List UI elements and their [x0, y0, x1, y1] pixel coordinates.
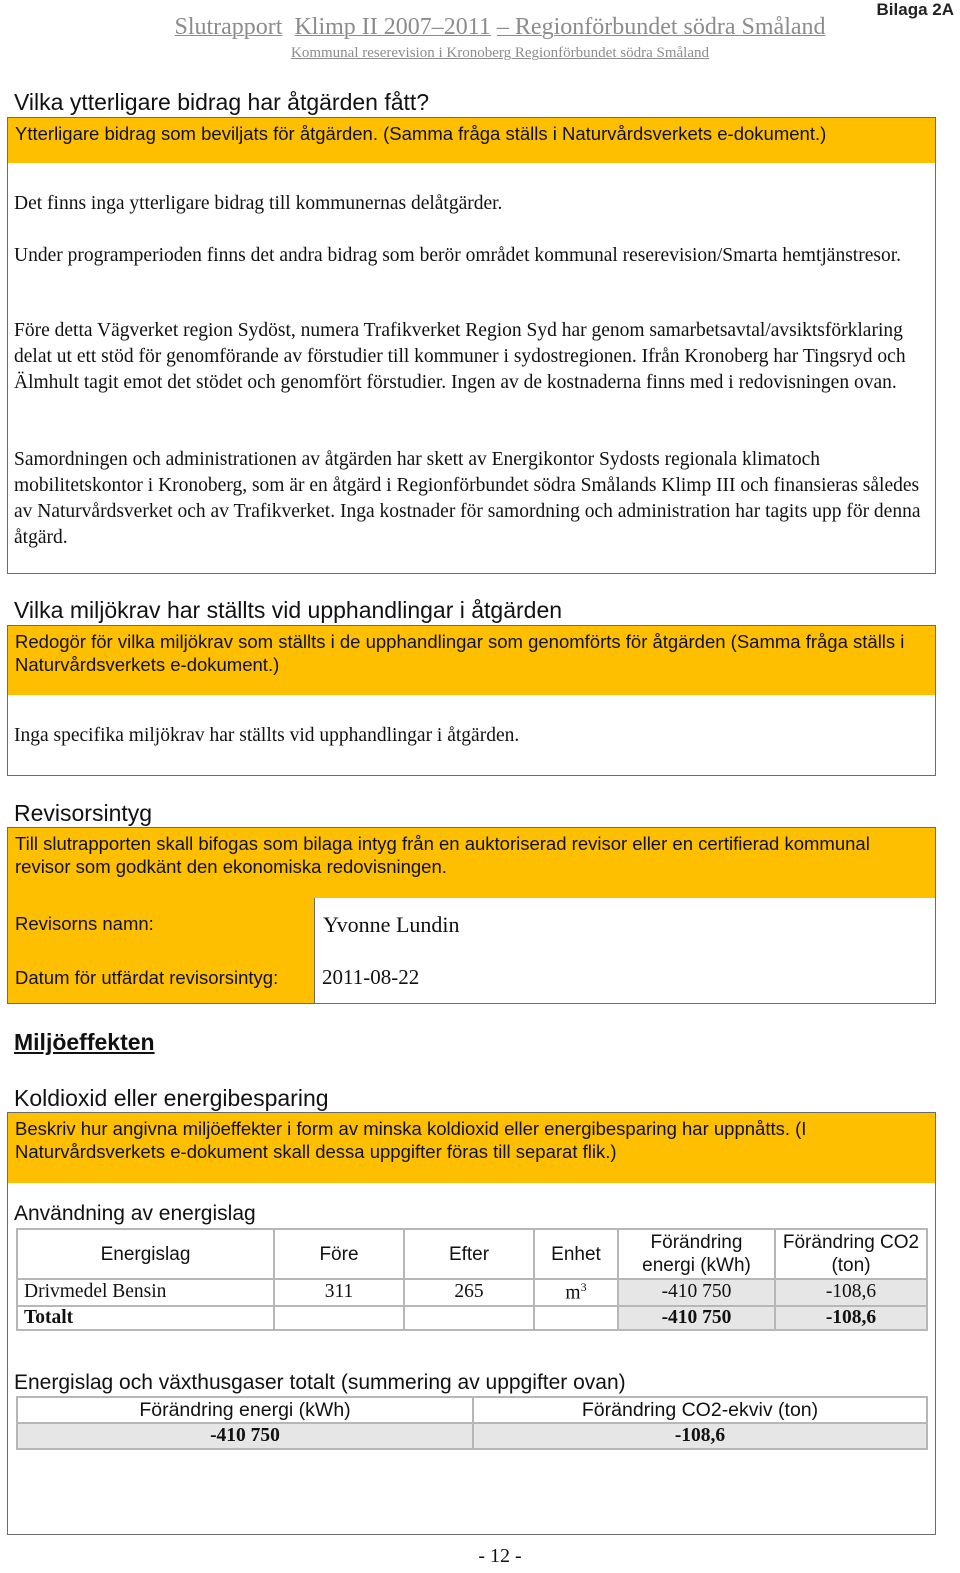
miljokrav-answer: Inga specifika miljökrav har ställts vid upphandlingar i åtgärden.: [14, 725, 520, 746]
miljoeffekten-instruction-box: [7, 1112, 936, 1184]
usage-cell-energi: -410 750: [618, 1279, 775, 1306]
miljoeffekten-instruction: Beskriv hur angivna miljöeffekter i form av minska koldioxid eller energibesparing har uppnåtts. (I Naturvårdsverkets e-dokument skall dessa uppgifter föras till separat flik.): [15, 1118, 807, 1162]
bidrag-instruction: Ytterligare bidrag som beviljats för åtgärden. (Samma fråga ställs i Naturvårdsverkets e-dokument.): [15, 123, 827, 144]
usage-total-co2: -108,6: [775, 1306, 927, 1330]
usage-col-energi: Förändring energi (kWh): [618, 1229, 775, 1279]
revisor-name-cell: [314, 898, 936, 951]
total-table: [16, 1396, 928, 1450]
usage-cell-enhet: [534, 1279, 618, 1306]
revisor-heading: Revisorsintyg: [14, 800, 153, 826]
report-title-part1: Slutrapport: [174, 14, 283, 40]
table-row: [17, 1279, 927, 1306]
total-heading: Energislag och växthusgaser totalt (summering av uppgifter ovan): [14, 1371, 626, 1394]
unit-text: m: [565, 1282, 581, 1304]
revisor-date-value: 2011-08-22: [322, 965, 420, 989]
usage-col-enhet: Enhet: [534, 1229, 618, 1279]
usage-cell-efter: 265: [404, 1279, 534, 1306]
page-number: - 12 -: [478, 1545, 522, 1567]
revisor-name-value: Yvonne Lundin: [323, 912, 460, 937]
report-title-part3: – Regionförbundet södra Småland: [496, 14, 826, 40]
usage-cell-co2: -108,6: [775, 1279, 927, 1306]
revisor-date-label: Datum för utfärdat revisorsintyg:: [15, 967, 279, 988]
total-value-energi: -410 750: [17, 1423, 473, 1449]
bidrag-paragraph-3: Före detta Vägverket region Sydöst, numera Trafikverket Region Syd har genom samarbetsavtal/avsiktsförklaring delat ut ett stöd för genomförande av förstudier till kommuner i sydostregionen. Ifrån Kronoberg har Tingsryd och Älmhult tagit emot det stödet och genomfört förstudier. Ingen av de kostnaderna finns med i redovisningen ovan.: [14, 320, 906, 393]
report-title: [0, 14, 960, 41]
usage-total-efter: [404, 1306, 534, 1330]
miljokrav-heading: Vilka miljökrav har ställts vid upphandlingar i åtgärden: [14, 597, 563, 623]
table-row: [17, 1306, 927, 1330]
usage-col-fore: Före: [274, 1229, 404, 1279]
total-col-co2: Förändring CO2-ekviv (ton): [473, 1397, 927, 1423]
usage-col-co2: Förändring CO2 (ton): [775, 1229, 927, 1279]
bidrag-paragraph-1: Det finns inga ytterligare bidrag till kommunernas delåtgärder.: [14, 193, 503, 214]
usage-total-enhet: [534, 1306, 618, 1330]
usage-total-fore: [274, 1306, 404, 1330]
usage-total-label: Totalt: [17, 1306, 274, 1330]
revisor-instruction-box: [7, 827, 936, 899]
usage-cell-energislag: Drivmedel Bensin: [17, 1279, 274, 1306]
bidrag-heading: Vilka ytterligare bidrag har åtgärden fått?: [14, 89, 430, 115]
revisor-date-label-cell: [7, 950, 315, 1004]
report-subtitle: Kommunal reserevision i Kronoberg Regionförbundet södra Småland: [291, 45, 709, 61]
bidrag-instruction-box: [7, 117, 936, 164]
report-title-part2: Klimp II 2007–2011: [294, 14, 491, 40]
bidrag-paragraph-4: Samordningen och administrationen av åtgärden har skett av Energikontor Sydosts regionala klimatoch mobilitetskontor i Kronoberg, som är en åtgärd i Regionförbundet södra Smålands Klimp III och finansieras således av Naturvårdsverket och av Trafikverket. Inga kostnader för samordning och administration har tagits upp för denna åtgärd.: [14, 449, 921, 548]
usage-col-energislag: Energislag: [17, 1229, 274, 1279]
usage-heading: Användning av energislag: [14, 1202, 256, 1225]
total-col-energi: Förändring energi (kWh): [17, 1397, 473, 1423]
table-row: [17, 1423, 927, 1449]
total-header-row: [17, 1397, 927, 1423]
revisor-name-label: Revisorns namn:: [15, 913, 154, 934]
miljokrav-instruction: Redogör för vilka miljökrav som ställts i de upphandlingar som genomförts för åtgärden (Samma fråga ställs i Naturvårdsverkets e-dokument.): [15, 631, 905, 675]
bidrag-paragraph-2: Under programperioden finns det andra bidrag som berör området kommunal reserevision/Smarta hemtjänstresor.: [14, 245, 901, 266]
usage-total-energi: -410 750: [618, 1306, 775, 1330]
miljoeffekten-heading: Miljöeffekten: [14, 1029, 155, 1055]
miljokrav-instruction-box: [7, 625, 936, 696]
total-value-co2: -108,6: [473, 1423, 927, 1449]
usage-header-row: [17, 1229, 927, 1279]
revisor-date-cell: [314, 950, 936, 1004]
appendix-label: Bilaga 2A: [876, 0, 954, 19]
usage-cell-fore: 311: [274, 1279, 404, 1306]
unit-superscript: 3: [580, 1280, 587, 1294]
usage-table: [16, 1228, 928, 1331]
revisor-name-label-cell: [7, 898, 315, 951]
koldioxid-heading: Koldioxid eller energibesparing: [14, 1085, 329, 1111]
usage-col-efter: Efter: [404, 1229, 534, 1279]
revisor-instruction: Till slutrapporten skall bifogas som bilaga intyg från en auktoriserad revisor eller en certifierad kommunal revisor som godkänt den ekonomiska redovisningen.: [15, 833, 870, 877]
